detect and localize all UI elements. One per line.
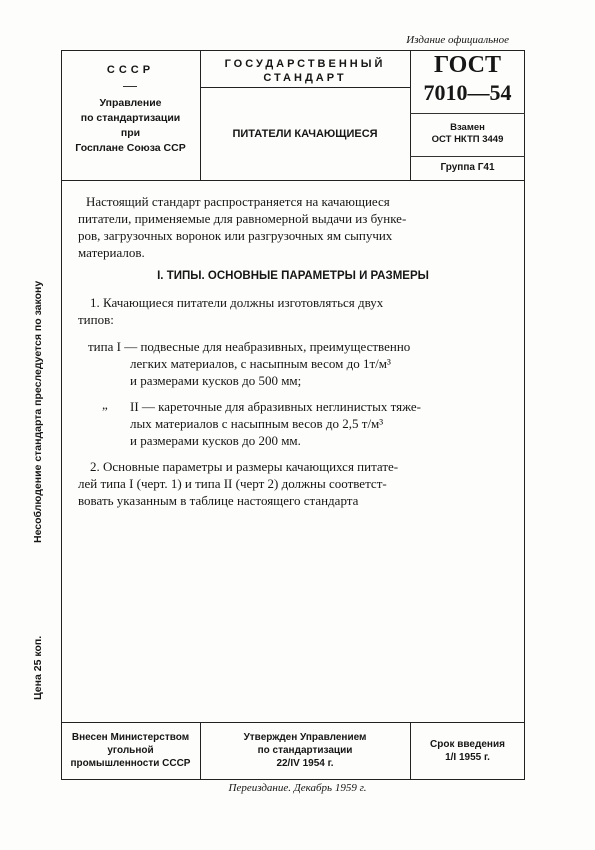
price-note-wrap [32,608,46,708]
edition-note: Издание официальное [406,34,509,46]
type-2-item: II — кареточные для абразивных неглинистых тяже- лых материалов с насыпным весов до 2,5 т/м³ и размерами кусков до 200 мм. [130,399,421,448]
replaces-block: Взамен ОСТ НКТП 3449 [431,122,504,145]
approved-by: Утвержден Управлением по стандартизации 22/IV 1954 г. [243,732,367,769]
price-note: Цена 25 коп. [32,635,44,700]
paragraph-2: 2. Основные параметры и размеры качающихся питате- лей типа I (черт. 1) и типа II (черт 2) должны соответст- вовать указанным в таблице настоящего стандарта [78,459,399,508]
group-label: Группа Г41 [440,162,495,173]
type-1-item: типа I — подвесные для неабразивных, преимущественно легких материалов, с насыпным весом до 1т/м³ и размерами кусков до 500 мм; [88,339,411,388]
standard-title: ПИТАТЕЛИ КАЧАЮЩИЕСЯ [232,128,378,140]
introduced-by: Внесен Министерством угольной промышленности СССР [70,732,191,769]
legal-warning: Несоблюдение стандарта преследуется по закону [32,280,44,543]
header-bottom-rule [61,180,525,181]
reprint-note: Переиздание. Декабрь 1959 г. [228,782,367,794]
group-rule [410,156,525,157]
ditto-mark: „ [102,397,108,412]
header-mid-rule [200,87,410,88]
footer-top-rule [61,722,525,723]
authority-block: Управление по стандартизации при Госплане Союза ССР [75,97,186,154]
ussr-label: СССР [106,64,155,76]
section-title: I. ТИПЫ. ОСНОВНЫЕ ПАРАМЕТРЫ И РАЗМЕРЫ [157,270,429,282]
effective-date: Срок введения 1/I 1955 г. [430,739,505,763]
gost-label: ГОСТ [434,52,501,78]
gost-rule [410,113,525,114]
gost-number: 7010—54 [423,80,512,105]
intro-paragraph: Настоящий стандарт распространяется на качающиеся питатели, применяемые для равномерной выдачи из бунке- ров, загрузочных воронок или разгрузочных ям сыпучих материалов. [78,194,407,260]
paragraph-1: 1. Качающиеся питатели должны изготовляться двух типов: [78,295,384,327]
gov-standard-label: ГОСУДАРСТВЕННЫЙ СТАНДАРТ [224,58,386,84]
ussr-dash [123,86,137,87]
side-notes [32,243,46,543]
